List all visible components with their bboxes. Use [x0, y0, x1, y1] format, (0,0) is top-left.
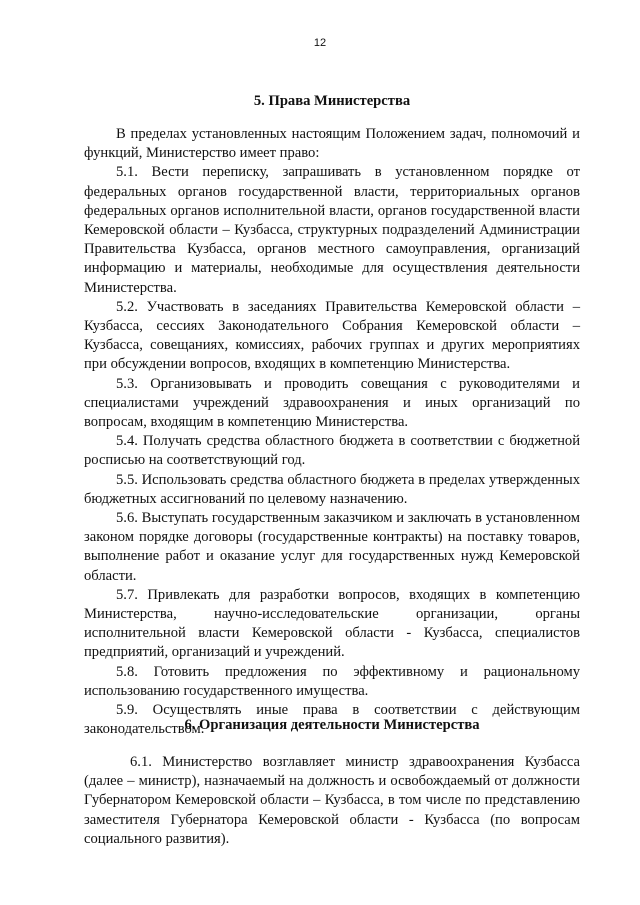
section-6-body: [84, 753, 580, 849]
paragraph-5-4: 5.4. Получать средства областного бюджета в соответствии с бюджетной росписью на соответствующий год.: [84, 433, 580, 469]
paragraph-5-8: 5.8. Готовить предложения по эффективному и рациональному использованию государственного имущества.: [84, 663, 580, 699]
section-5-body: [84, 125, 580, 740]
section-5-intro: В пределах установленных настоящим Положением задач, полномочий и функций, Министерство имеет право:: [84, 126, 580, 162]
section-5-title: 5. Права Министерства: [253, 93, 411, 109]
paragraph-5-6: 5.6. Выступать государственным заказчиком и заключать в установленном законом порядке договоры (государственные контракты) на поставку товаров, выполнение работ и оказание услуг для государственных нужд Кемеровской области.: [84, 510, 580, 584]
paragraph-6-1: 6.1. Министерство возглавляет министр здравоохранения Кузбасса (далее – министр), назначаемый на должность и освобождаемый от должности Губернатором Кемеровской области – Кузбасса, в том числе по представлению заместителя Губернатора Кемеровской области - Кузбасса (по вопросам социального развития).: [84, 754, 580, 847]
paragraph-5-7: 5.7. Привлекать для разработки вопросов, входящих в компетенцию Министерства, научно-исследовательские организации, органы исполнительной власти Кемеровской области - Кузбасса, специалистов предприятий, организаций и учреждений.: [84, 586, 580, 661]
paragraph-5-9: 5.9. Осуществлять иные права в соответствии с действующим законодательством.: [84, 702, 580, 738]
page-number: 12: [313, 37, 327, 49]
paragraph-5-1: 5.1. Вести переписку, запрашивать в установленном порядке от федеральных органов государственной власти, территориальных органов федеральных органов исполнительной власти, органов государственной власти Кемеровской области – Кузбасса, структурных подразделений Администрации Правительства Кузбасса, органов местного самоуправления, организаций информацию и материалы, необходимые для осуществления деятельности Министерства.: [84, 164, 580, 296]
section-6-title: 6. Организация деятельности Министерства: [184, 717, 480, 733]
paragraph-5-2: 5.2. Участвовать в заседаниях Правительства Кемеровской области – Кузбасса, сессиях Законодательного Собрания Кемеровской области – Кузбасса, совещаниях, комиссиях, рабочих группах и других мероприятиях при обсуждении вопросов, входящих в компетенцию Министерства.: [84, 298, 580, 373]
paragraph-5-5: 5.5. Использовать средства областного бюджета в пределах утвержденных бюджетных ассигнований по целевому назначению.: [84, 471, 580, 507]
paragraph-5-3: 5.3. Организовывать и проводить совещания с руководителями и специалистами учреждений здравоохранения и иных организаций по вопросам, входящим в компетенцию Министерства.: [84, 375, 580, 431]
